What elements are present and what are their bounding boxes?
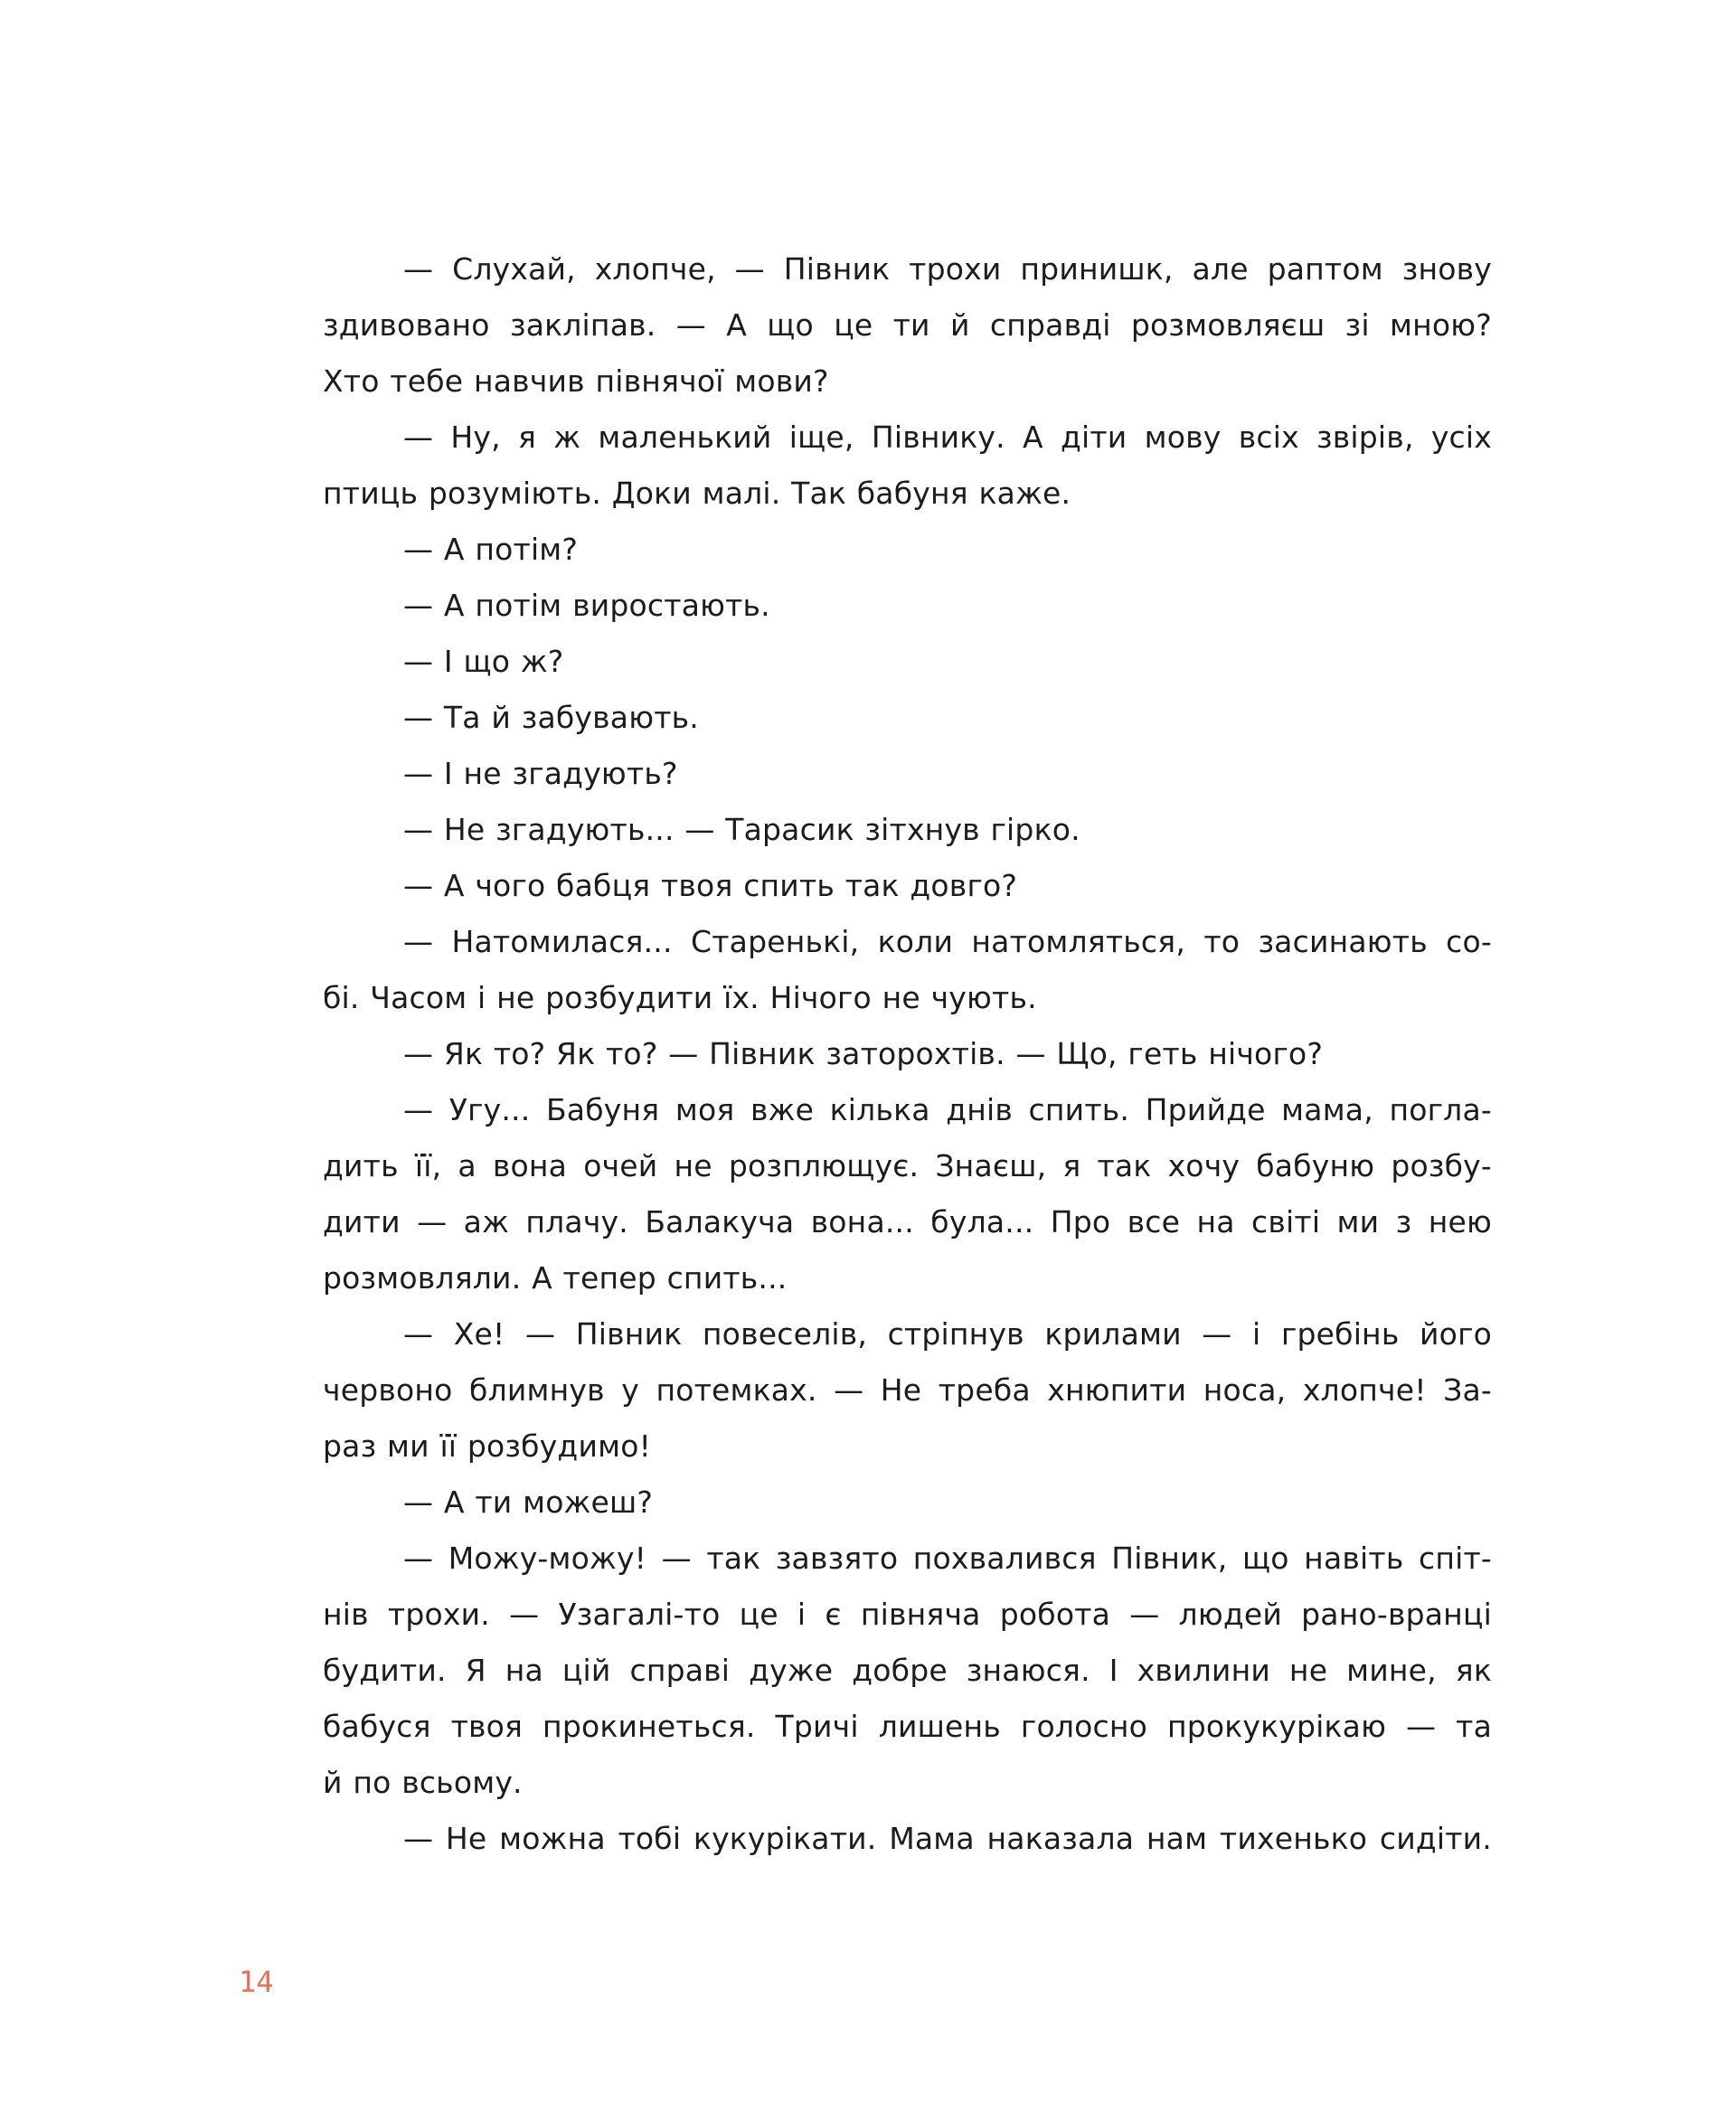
text-line: нів трохи. — Узагалі-то це і є півняча робота — людей рано-вранці bbox=[323, 1597, 1492, 1632]
paragraph-7 bbox=[242, 746, 1492, 802]
text-line: розмовляли. А тепер спить... bbox=[323, 1260, 788, 1296]
text-line: — Як то? Як то? — Півник заторохтів. — Що, геть нічого? bbox=[403, 1036, 1324, 1071]
text-line: — Натомилася... Старенькі, коли натомляться, то засинають со- bbox=[403, 924, 1492, 959]
text-line: — Не можна тобі кукурікати. Мама наказала нам тихенько сидіти. bbox=[403, 1821, 1492, 1856]
text-line: — І не згадують? bbox=[403, 756, 678, 791]
paragraph-5 bbox=[242, 634, 1492, 690]
paragraph-8 bbox=[242, 802, 1492, 858]
page-number: 14 bbox=[239, 1965, 274, 1999]
paragraph-14 bbox=[242, 1475, 1492, 1531]
text-line: — І що ж? bbox=[403, 644, 564, 679]
text-line: дить її, а вона очей не розплющує. Знаєш, я так хочу бабуню розбу- bbox=[323, 1148, 1492, 1183]
text-line: здивовано закліпав. — А що це ти й справді розмовляєш зі мною? bbox=[323, 307, 1492, 343]
text-line: — Угу... Бабуня моя вже кілька днів спить. Прийде мама, погла- bbox=[403, 1092, 1492, 1127]
paragraph-10 bbox=[242, 914, 1492, 1026]
paragraph-11 bbox=[242, 1026, 1492, 1082]
text-line: бі. Часом і не розбудити їх. Нічого не чують. bbox=[323, 980, 1037, 1015]
text-line: й по всьому. bbox=[323, 1765, 523, 1800]
body-text bbox=[242, 241, 1492, 1867]
paragraph-9 bbox=[242, 858, 1492, 914]
text-line: раз ми її розбудимо! bbox=[323, 1428, 652, 1464]
text-line: бабуся твоя прокинеться. Тричі лишень голосно прокукурікаю — та bbox=[323, 1709, 1492, 1744]
text-line: — Хе! — Півник повеселів, стріпнув крилами — і гребінь його bbox=[403, 1316, 1492, 1352]
text-line: — А потім? bbox=[403, 532, 579, 567]
paragraph-1 bbox=[242, 241, 1492, 410]
text-line: — А чого бабця твоя спить так довго? bbox=[403, 868, 1018, 903]
text-line: дити — аж плачу. Балакуча вона... була... Про все на світі ми з нею bbox=[323, 1204, 1492, 1240]
paragraph-3 bbox=[242, 522, 1492, 578]
text-line: — Ну, я ж маленький іще, Півнику. А діти мову всіх звірів, усіх bbox=[403, 419, 1492, 455]
paragraph-15 bbox=[242, 1531, 1492, 1811]
paragraph-2 bbox=[242, 410, 1492, 522]
paragraph-4 bbox=[242, 578, 1492, 634]
text-line: — А ти можеш? bbox=[403, 1485, 654, 1520]
text-line: — Слухай, хлопче, — Півник трохи принишк, але раптом знову bbox=[403, 251, 1492, 287]
paragraph-13 bbox=[242, 1306, 1492, 1475]
text-line: птиць розуміють. Доки малі. Так бабуня каже. bbox=[323, 476, 1071, 511]
text-line: — Не згадують... — Тарасик зітхнув гірко. bbox=[403, 812, 1080, 847]
text-line: будити. Я на цій справі дуже добре знаюся. І хвилини не мине, як bbox=[323, 1653, 1492, 1688]
text-line: — А потім виростають. bbox=[403, 588, 770, 623]
text-line: Хто тебе навчив півнячої мови? bbox=[323, 363, 829, 399]
text-line: — Можу-можу! — так завзято похвалився Півник, що навіть спіт- bbox=[403, 1541, 1492, 1576]
paragraph-12 bbox=[242, 1082, 1492, 1306]
paragraph-6 bbox=[242, 690, 1492, 746]
paragraph-16 bbox=[242, 1811, 1492, 1867]
text-line: — Та й забувають. bbox=[403, 700, 699, 735]
text-line: червоно блимнув у потемках. — Не треба хнюпити носа, хлопче! За- bbox=[323, 1372, 1492, 1408]
